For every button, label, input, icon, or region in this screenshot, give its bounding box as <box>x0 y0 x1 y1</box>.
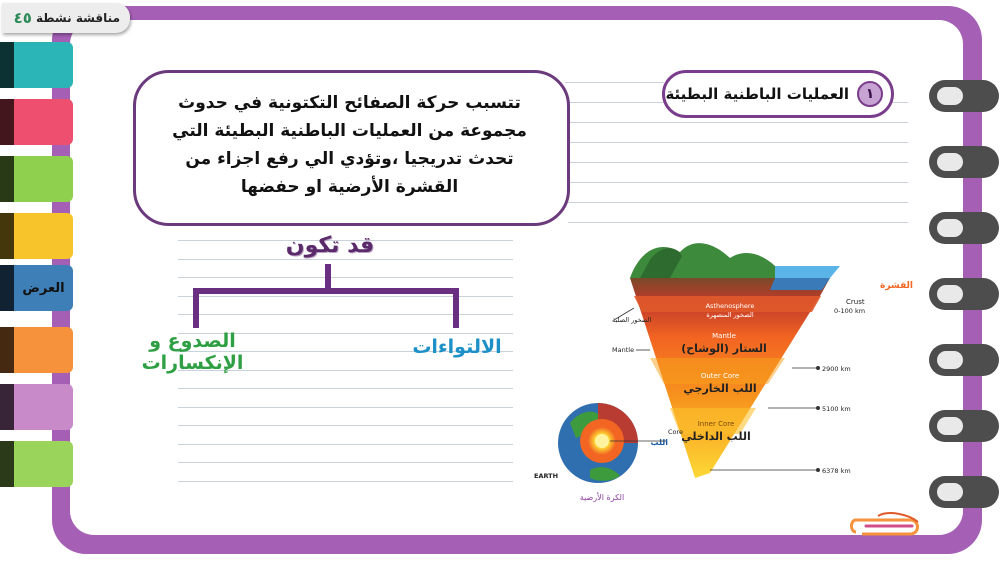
binder-ring <box>929 278 999 310</box>
description-bubble <box>133 70 570 226</box>
tab-1[interactable] <box>0 42 73 88</box>
diagram-crossbar <box>193 288 459 294</box>
binder-ring <box>929 146 999 178</box>
crust-en: Crust <box>846 298 865 306</box>
ruled-line <box>568 122 908 123</box>
mantle-pointer-label: Mantle <box>612 346 635 354</box>
tab-3[interactable] <box>0 156 73 202</box>
tab-label <box>14 327 73 373</box>
solid-rock-ar: الصخور الصلبة <box>612 316 652 324</box>
inner-core-en: Inner Core <box>697 420 735 428</box>
diagram-left-leg <box>193 288 199 328</box>
ruled-line <box>178 444 513 445</box>
binder-ring <box>929 212 999 244</box>
tab-label: العرض <box>22 280 65 296</box>
binder-ring <box>929 80 999 112</box>
depth-outer: 5100 km <box>822 405 851 413</box>
binder-ring <box>929 410 999 442</box>
folds-label: الالتواءات <box>412 336 502 358</box>
mantle-ar: الستار (الوشاح) <box>681 342 767 355</box>
core-en: Core <box>668 428 684 436</box>
mantle-en: Mantle <box>712 332 736 340</box>
ruled-line <box>568 182 908 183</box>
tab-8[interactable] <box>0 441 73 487</box>
tab-label <box>14 99 73 145</box>
activity-number: ٤٥ <box>13 9 32 27</box>
ruled-line <box>568 222 908 223</box>
ruled-line <box>178 425 513 426</box>
core-ar: اللب <box>650 438 668 447</box>
ruled-line <box>178 481 513 482</box>
heading-connector-line <box>565 82 664 83</box>
inner-core-ar: اللب الداخلي <box>681 430 751 443</box>
activity-tag <box>2 3 130 33</box>
paper-clip-icon <box>848 512 928 540</box>
tab-label <box>14 213 73 259</box>
ruled-line <box>178 314 513 315</box>
ruled-line <box>178 407 513 408</box>
asthenosphere-en: Asthenosphere <box>705 302 755 310</box>
depth-inner: 6378 km <box>822 467 851 475</box>
ruled-line <box>178 259 513 260</box>
diagram-root-label: قد تكون <box>285 233 375 258</box>
earth-en: EARTH <box>534 472 559 480</box>
tab-label <box>14 384 73 430</box>
activity-label: مناقشة نشطة <box>35 11 120 25</box>
tab-label <box>14 156 73 202</box>
section-heading <box>662 70 894 118</box>
binder-ring <box>929 476 999 508</box>
ruled-line <box>568 202 908 203</box>
tab-7[interactable] <box>0 384 73 430</box>
ruled-line <box>178 277 513 278</box>
tab-2[interactable] <box>0 99 73 145</box>
tab-4[interactable] <box>0 213 73 259</box>
asthenosphere-ar: الصخور المنصهرة <box>706 311 754 319</box>
crust-ar: القشرة <box>880 281 914 291</box>
ruled-line <box>568 142 908 143</box>
faults-label: الصدوع و الإنكسارات <box>141 330 244 374</box>
tab-label <box>14 42 73 88</box>
section-number: ١ <box>857 81 883 107</box>
outer-core-ar: اللب الخارجي <box>683 382 757 395</box>
tab-label <box>14 441 73 487</box>
description-text: تتسبب حركة الصفائح التكتونية في حدوث مجموعة من العمليات الباطنية البطيئة التي تحدث تدريجيا ،وتؤدي الي رفع اجزاء من القشرة الأرضية او حفضها <box>172 93 527 197</box>
diagram-stem <box>325 264 331 290</box>
ruled-line <box>178 296 513 297</box>
diagram-right-leg <box>453 288 459 328</box>
tab-presentation[interactable] <box>0 265 73 311</box>
earth-layers-illustration <box>530 238 914 513</box>
depth-mantle: 2900 km <box>822 365 851 373</box>
ruled-line <box>178 462 513 463</box>
ruled-line <box>568 162 908 163</box>
section-title: العمليات الباطنية البطيئة <box>665 85 849 103</box>
crust-depth: 0-100 km <box>834 307 866 315</box>
ruled-line <box>178 388 513 389</box>
outer-core-en: Outer Core <box>700 372 740 380</box>
tab-6[interactable] <box>0 327 73 373</box>
binder-ring <box>929 344 999 376</box>
earth-ar: الكرة الأرضية <box>579 493 625 502</box>
